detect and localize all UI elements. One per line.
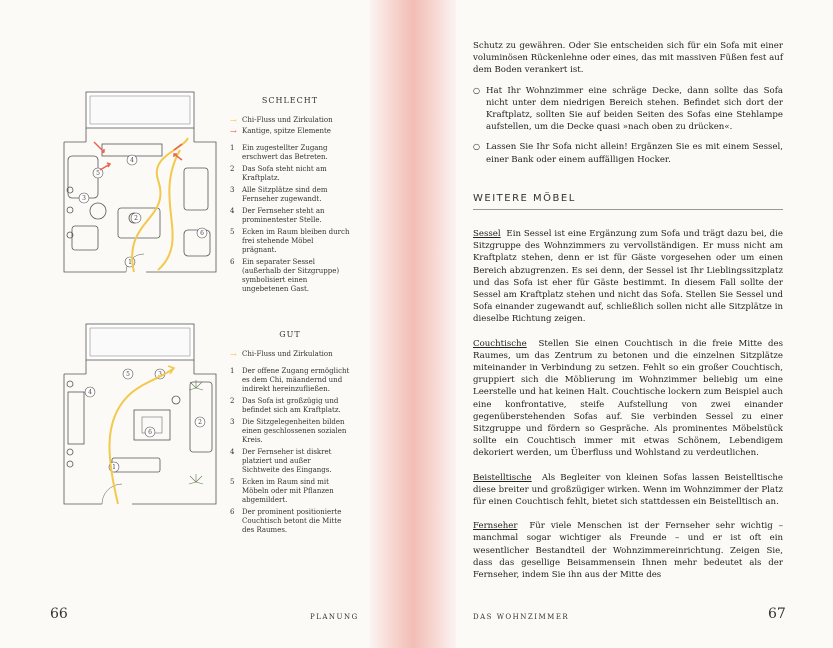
svg-text:4: 4 [130,157,134,164]
bullet-text: Hat Ihr Wohnzimmer eine schräge Decke, dann sollte das Sofa nicht unter dem niedrigen Bereich stehen. Befindet sich dort der Kraftplatz, sollten Sie auf beiden Seiten des Sofas eine Stehlampe aufstellen, um die Decke quasi »nach oben zu drücken«. [486,85,783,133]
svg-text:3: 3 [158,371,162,378]
list-item [230,165,350,183]
yellow-arrow-icon: → [230,116,237,125]
right-page-top-text [473,40,783,174]
running-head-right: DAS WOHNZIMMER [473,613,570,621]
item-number: 3 [230,418,235,426]
list-item [230,418,350,445]
svg-text:4: 4 [88,389,92,396]
legend-label: Kantige, spitze Elemente [242,127,331,135]
item-number: 4 [230,448,235,456]
item-text: Alle Sitzplätze sind dem Fernseher zugewandt. [242,186,328,203]
list-item [230,144,350,162]
term-label: Fernseher [473,521,518,532]
paragraph-beistelltische [473,472,783,509]
item-number: 2 [230,397,235,405]
floor-plan-bad [62,90,222,280]
right-page-body [473,228,783,593]
item-text: Der Fernseher steht an prominentester Stelle. [242,207,325,224]
svg-text:3: 3 [82,195,86,202]
paragraph-couchtische [473,338,783,460]
bullet-text: Lassen Sie Ihr Sofa nicht allein! Ergänzen Sie es mit einem Sessel, einer Bank oder einem auffälligen Hocker. [486,142,783,165]
legend-good [230,330,350,535]
floor-plan-good [62,322,222,512]
item-number: 6 [230,258,235,266]
item-text: Ecken im Raum sind mit Möbeln oder mit Pflanzen abgemildert. [242,478,334,504]
item-number: 4 [230,207,235,215]
legend-label: Chi-Fluss und Zirkulation [242,116,333,124]
item-number: 5 [230,228,235,236]
intro-paragraph: Schutz zu gewähren. Oder Sie entscheiden sich für ein Sofa mit einer voluminösen Rückenlehne oder eines, das mit massiven Füßen fest auf dem Boden verankert ist. [473,41,783,76]
list-item [230,508,350,535]
svg-text:5: 5 [96,170,100,177]
svg-text:2: 2 [134,215,138,222]
page-number-right: 67 [768,606,786,622]
item-number: 5 [230,478,235,486]
paragraph-text: Für viele Menschen ist der Fernseher sehr wichtig – manchmal sogar wichtiger als Freunde – und er ist oft ein wesentlicher Bestandteil der Wohnzimmereinrichtung. Zeigen Sie, dass das gesellige Beisammensein Ihnen mehr bedeutet als der Fernseher, indem Sie ihn aus der Mitte des [473,521,783,581]
item-text: Der Fernseher ist diskret platziert und außer Sichtweite des Eingangs. [242,448,332,474]
term-label: Sessel [473,229,501,239]
item-number: 3 [230,186,235,194]
item-number: 2 [230,165,235,173]
item-text: Die Sitzgelegenheiten bilden einen geschlossenen sozialen Kreis. [242,418,347,444]
item-text: Der offene Zugang ermöglicht es dem Chi, mäandernd und indirekt hereinzufließen. [242,367,350,393]
list-item [230,367,350,394]
section-heading: WEITERE MÖBEL [473,193,783,210]
list-item [230,186,350,204]
term-label: Beistelltische [473,472,532,483]
circle-bullet-icon: ○ [473,142,480,152]
diagram-title-good: GUT [279,330,301,339]
paragraph-fernseher [473,520,783,581]
red-arrow-icon: → [230,127,237,136]
list-item [230,258,350,294]
list-item [473,141,783,165]
running-head-left: PLANUNG [310,613,359,621]
paragraph-text: Stellen Sie einen Couchtisch in die freie Mitte des Raumes, um das Zentrum zu betonen und die einzelnen Sitzplätze miteinander in Verbindung zu setzen. Fehlt so ein großer Couchtisch, gruppiert sich die Möblierung im Wohnzimmer beliebig um eine Leerstelle und hat keinen Halt. Couchtische lockern zum Beispiel auch eine konfrontative, steife Aufstellung von zwei einander gegenüberstehenden Sofas auf. Sie verbinden Sessel zu einer Sitzgruppe und fördern so Gespräche. Als prominentes Möbelstück sollte ein Couchtisch immer mit etwas Schönem, Lebendigem dekoriert werden, um Überfluss und Wohlstand zu verdeutlichen. [473,338,783,459]
paragraph-sessel [473,228,783,326]
item-text: Ecken im Raum bleiben durch frei stehende Möbel prägnant. [242,228,350,254]
yellow-arrow-icon: → [230,350,237,359]
paragraph-text: Ein Sessel ist eine Ergänzung zum Sofa und trägt dazu bei, die Sitzgruppe des Wohnzimmers zu vervollständigen. Er muss nicht am Kraftplatz stehen, denn er ist für Gäste vorgesehen oder um einen Bereich abzugrenzen. Es sei denn, der Sessel ist Ihr Lieblingssitzplatz und das Sofa ist eher für Gäste bestimmt. In diesem Fall sollte der Sessel am Kraftplatz stehen und nicht das Sofa. Stellen Sie Sessel und Sofa einander zugewandt auf, schließlich sollen nicht alle Sitzplätze in dieselbe Richtung zeigen. [473,229,783,325]
svg-text:1: 1 [128,259,132,266]
legend-bad [230,96,350,294]
list-item [473,85,783,134]
svg-text:5: 5 [126,371,130,378]
diagram-title-bad: SCHLECHT [261,96,319,105]
item-number: 6 [230,508,235,516]
page-number-left: 66 [50,606,68,622]
item-text: Ein zugestellter Zugang erschwert das Betreten. [242,144,328,161]
legend-key-sharp-edges [230,127,350,136]
svg-text:2: 2 [198,419,202,426]
legend-key-chi-flow [230,350,350,359]
list-item [230,207,350,225]
list-item [230,397,350,415]
legend-label: Chi-Fluss und Zirkulation [242,350,333,358]
item-text: Das Sofa steht nicht am Kraftplatz. [242,165,327,182]
item-text: Das Sofa ist großzügig und befindet sich am Kraftplatz. [242,397,341,414]
circle-bullet-icon: ○ [473,85,480,95]
list-item [230,478,350,505]
item-number: 1 [230,367,235,375]
item-number: 1 [230,144,235,152]
svg-text:6: 6 [200,230,204,237]
svg-text:6: 6 [148,429,152,436]
list-item [230,448,350,475]
term-label: Couchtische [473,338,527,349]
page-gutter [370,0,456,648]
list-item [230,228,350,255]
item-text: Der prominent positionierte Couchtisch betont die Mitte des Raumes. [242,508,342,534]
item-text: Ein separater Sessel (außerhalb der Sitzgruppe) symbolisiert einen ungebetenen Gast. [242,258,340,293]
paragraph-text: Als Begleiter von kleinen Sofas lassen Beistelltische diese breiter und großzügiger wirken. Wenn im Wohnzimmer der Platz für einen Couchtisch fehlt, bietet sich stattdessen ein Beistelltisch an. [473,472,783,508]
svg-text:1: 1 [112,464,116,471]
legend-key-chi-flow [230,116,350,125]
